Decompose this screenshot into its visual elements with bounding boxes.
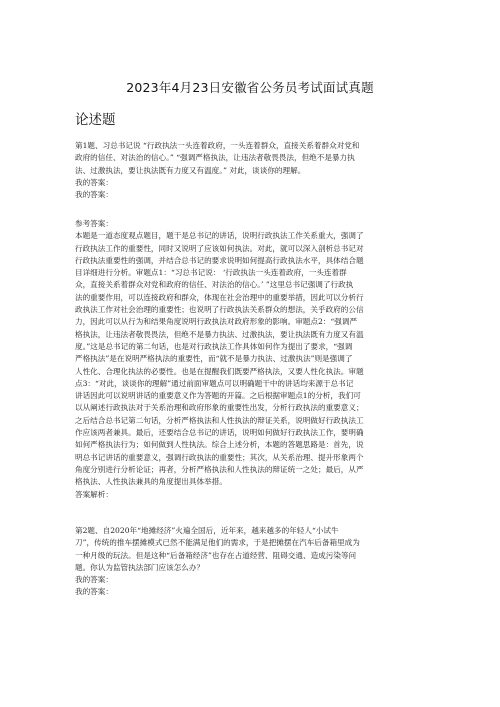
question-1-line: 政府的信任、对法治的信心。” “强调严格执法，让违法者敬畏畏法，但绝不是暴力执 bbox=[75, 153, 355, 163]
question-2-line: 一种月级的玩法。但是这种“后备箱经济”也存在占道经营、阻碍交通、造成污染等问 bbox=[75, 550, 357, 560]
answer-line: 政执法工作对社会治理的重要性；也说明了行政执法关系群众的想法，关乎政府的公信 bbox=[75, 305, 364, 315]
question-1-line: 第1题、习总书记说 “行政执法一头连着政府，一头连着群众，直接关系着群众对党和 bbox=[75, 141, 360, 150]
answer-line: 目详细进行分析。审题点1：“习总书记说： ‘行政执法一头连着政府，一头连着群 bbox=[75, 268, 347, 278]
question-2-line: 刀”，传统的推车摆摊模式已然不能满足他们的需求，于是把摊摆在汽车后备箱里成为 bbox=[75, 538, 360, 548]
answer-line: 众，直接关系着群众对党和政府的信任、对法治的信心。’ ”这里总书记强调了行政执 bbox=[75, 280, 354, 290]
my-answer-label: 我的答案： bbox=[75, 575, 113, 585]
answer-line: 度。”这是总书记的第二句话，也是对行政执法工作具体如何作为提出了要求，“强调 bbox=[75, 341, 353, 351]
reference-answer-1 bbox=[75, 218, 427, 501]
question-1 bbox=[75, 140, 427, 201]
answer-line: 格执法，让违法者敬畏畏法，但绝不是暴力执法、过激执法，要让执法既有力度又有温 bbox=[75, 329, 364, 339]
answer-line: 角度分别进行分析论证；再者，分析严格执法和人性执法的辩证统一之处；最后，从严 bbox=[75, 464, 364, 474]
answer-line: 力，因此可以从行为和结果角度说明行政执法对政府形象的影响。审题点2：“强调严 bbox=[75, 317, 358, 327]
answer-analysis-label: 答案解析： bbox=[75, 489, 113, 499]
answer-line: 本题是一道态度观点题目，题干是总书记的讲话，说明行政执法工作关系重大，强调了 bbox=[75, 231, 364, 241]
reference-answer-label: 参考答案： bbox=[75, 219, 113, 228]
answer-line: 之后结合总书记第二句话，分析严格执法和人性执法的辩证关系，说明做好行政执法工 bbox=[75, 415, 364, 425]
question-2-line: 题。你认为监管执法部门应该怎么办？ bbox=[75, 562, 205, 572]
answer-line: 明总书记讲话的重要意义，强调行政执法的重要性；其次，从关系治理、提升形象两个 bbox=[75, 452, 364, 462]
my-answer-label: 我的答案： bbox=[75, 587, 113, 597]
question-2-line: 第2题、自2020年“地摊经济”火遍全国后，近年来，越来越多的年轻人“小试牛 bbox=[75, 526, 339, 535]
document-title: 2023年4月23日安徽省公务员考试面试真题 bbox=[126, 80, 374, 95]
answer-line: 点3：“对此，谈谈你的理解”通过前面审题点可以明确题干中的讲话均来源于总书记 bbox=[75, 378, 354, 388]
answer-line: 法的重要作用，可以连接政府和群众，体现在社会治理中的重要举措，因此可以分析行 bbox=[75, 292, 364, 302]
answer-line: 格执法、人性执法兼具的角度提出具体举措。 bbox=[75, 477, 227, 487]
answer-line: 以从阐述行政执法对于关系治理和政府形象的重要性出发，分析行政执法的重要意义； bbox=[75, 403, 364, 413]
answer-line: 行政执法重要性的强调，并结合总书记的要求说明如何提高行政执法水平，具体结合题 bbox=[75, 255, 364, 265]
answer-line: 作应该两者兼具。最后，还要结合总书记的讲话，说明如何做好行政执法工作，要明确 bbox=[75, 428, 364, 438]
my-answer-label: 我的答案： bbox=[75, 177, 113, 187]
answer-line: 讲话因此可以说明讲话的重要意义作为答题的开篇。之后根据审题点1的分析，我们可 bbox=[75, 391, 361, 401]
answer-line: 如何严格执法行为；如何做到人性执法。综合上述分析，本题的答题思路是：首先，说 bbox=[75, 440, 364, 450]
answer-line: 严格执法”是在说明严格执法的重要性，而“就不是暴力执法、过激执法”则是强调了 bbox=[75, 354, 353, 364]
section-heading: 论述题 bbox=[75, 112, 116, 128]
question-1-line: 法、过激执法，要让执法既有力度又有温度。” 对此，谈谈你的理解。 bbox=[75, 165, 306, 175]
answer-line: 人性化、合理化执法的必要性。也是在提醒我们既要严格执法，又要人性化执法。审题 bbox=[75, 366, 364, 376]
question-2 bbox=[75, 525, 427, 599]
answer-line: 行政执法工作的重要性，同时又说明了应该如何执法。对此，就可以深入剖析总书记对 bbox=[75, 243, 364, 253]
my-answer-label: 我的答案： bbox=[75, 190, 113, 200]
